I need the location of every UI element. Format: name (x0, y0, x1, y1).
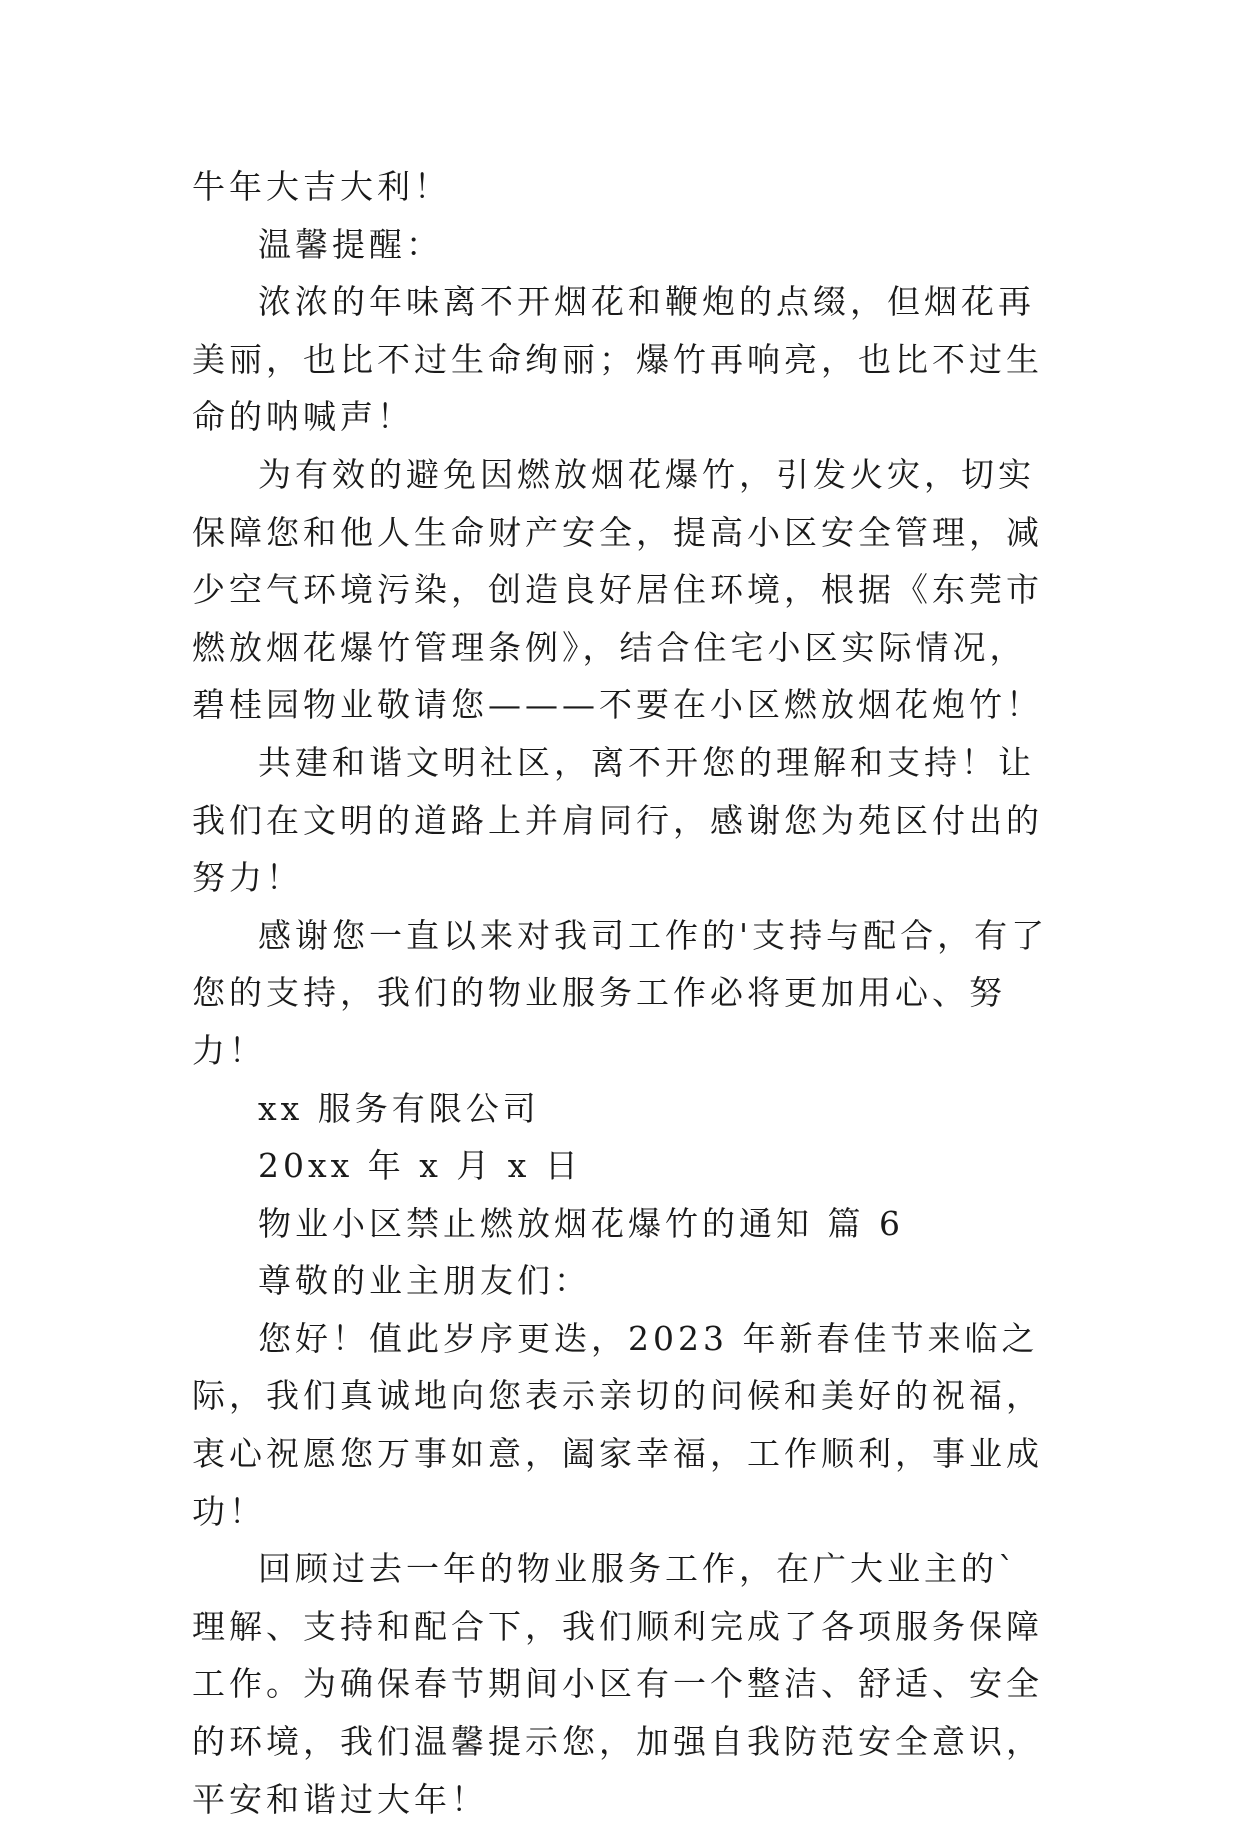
paragraph-greeting: 您好！值此岁序更迭，2023 年新春佳节来临之际，我们真诚地向您表示亲切的问候和美好的祝福，衷心祝愿您万事如意，阖家幸福，工作顺利，事业成功！ (192, 1318, 1043, 1531)
signature-company: xx 服务有限公司 (258, 1088, 540, 1128)
section-title: 物业小区禁止燃放烟花爆竹的通知 篇 6 (258, 1203, 904, 1243)
signature-date: 20xx 年 x 月 x 日 (258, 1146, 582, 1186)
paragraph-thanks: 感谢您一直以来对我司工作的'支持与配合，有了您的支持，我们的物业服务工作必将更加用心、努力！ (192, 915, 1049, 1070)
document-body (192, 158, 1052, 1828)
paragraph-closing-wish: 牛年大吉大利！ (192, 167, 451, 206)
paragraph-community: 共建和谐文明社区，离不开您的理解和支持！让我们在文明的道路上并肩同行，感谢您为苑区付出的努力！ (192, 742, 1043, 898)
paragraph-fireworks-intro: 浓浓的年味离不开烟花和鞭炮的点缀，但烟花再美丽，也比不过生命绚丽；爆竹再响亮，也比不过生命的呐喊声！ (192, 282, 1043, 437)
paragraph-review: 回顾过去一年的物业服务工作，在广大业主的`理解、支持和配合下，我们顺利完成了各项服务保障工作。为确保春节期间小区有一个整洁、舒适、安全的环境，我们温馨提示您，加强自我防范安全意识，平安和谐过大年！ (192, 1549, 1043, 1819)
paragraph-safety-request: 为有效的避免因燃放烟花爆竹，引发火灾，切实保障您和他人生命财产安全，提高小区安全管理，减少空气环境污染，创造良好居住环境，根据《东莞市燃放烟花爆竹管理条例》，结合住宅小区实际情况，碧桂园物业敬请您———不要在小区燃放烟花炮竹！ (192, 454, 1043, 725)
salutation: 尊敬的业主朋友们： (258, 1261, 591, 1301)
paragraph-reminder-heading: 温馨提醒： (258, 224, 443, 264)
